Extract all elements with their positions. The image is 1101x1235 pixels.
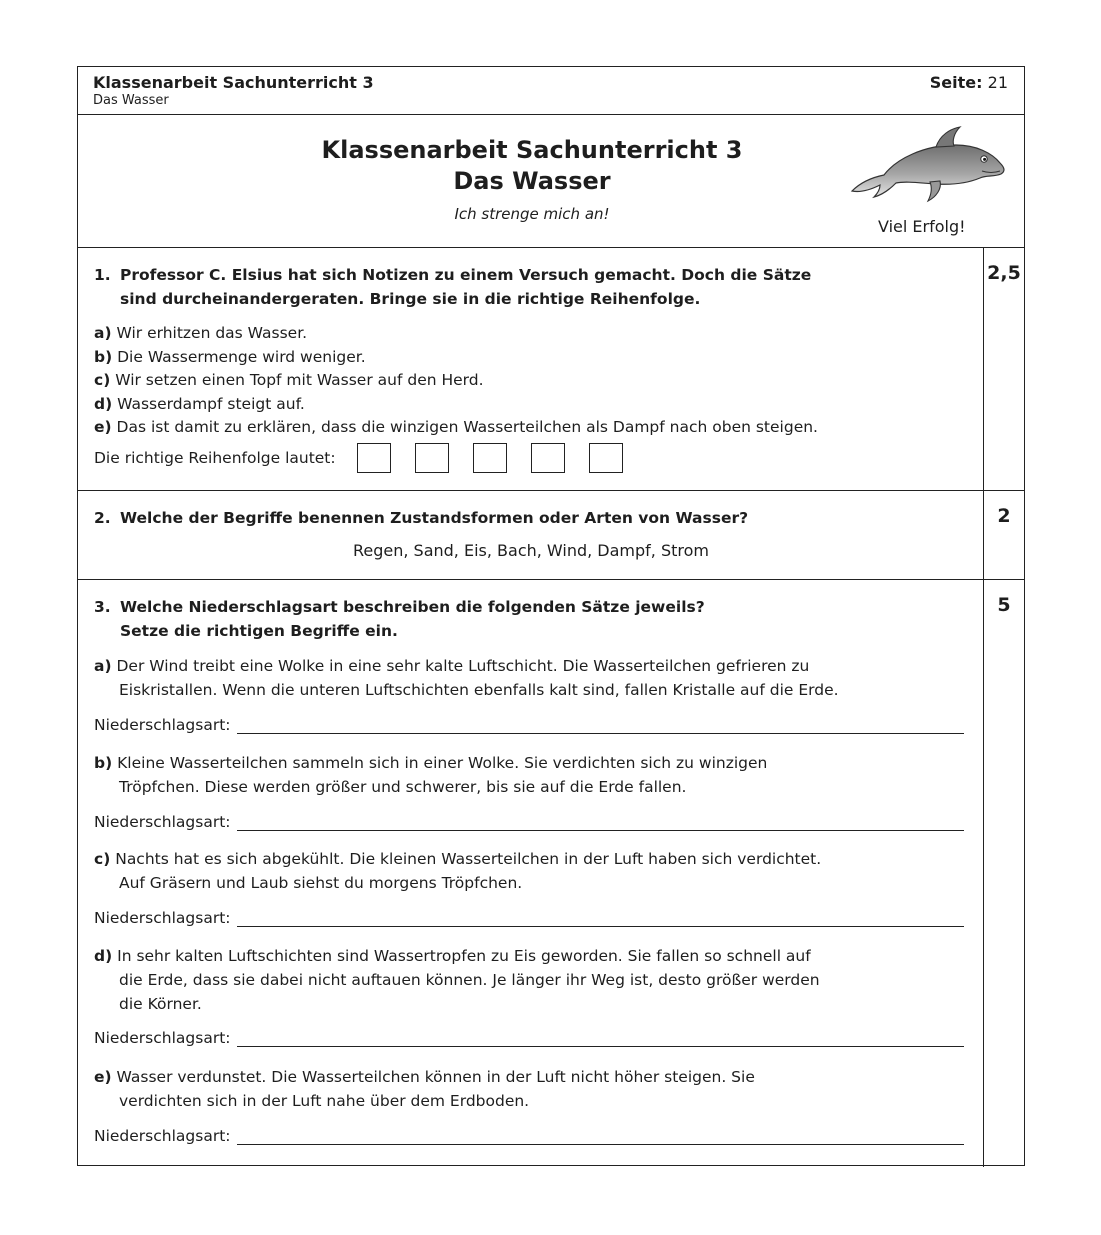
title-line-1: Klassenarbeit Sachunterricht 3 [321,136,743,164]
task-3-question [94,595,705,643]
header-title: Klassenarbeit Sachunterricht 3 [93,73,374,92]
task-3 [78,580,1024,1167]
task-3-points: 5 [997,594,1011,616]
task-2 [78,491,1024,580]
item-letter: e) [94,1068,112,1086]
order-box-5[interactable] [589,443,623,473]
title-line-2: Das Wasser [453,167,611,195]
item-letter: a) [94,657,112,675]
answer-label: Niederschlagsart: [94,909,231,927]
item-line-2: verdichten sich in der Luft nahe über dem Erdboden. [119,1092,530,1110]
list-item [94,393,305,417]
item-text: Wir setzen einen Topf mit Wasser auf den Herd. [115,371,484,389]
page-label: Seite: [929,73,983,92]
task-3-content [78,580,984,1167]
header-subtitle: Das Wasser [93,93,169,108]
task-1-question-line-2: sind durcheinandergeraten. Bringe sie in die richtige Reihenfolge. [120,290,701,308]
item-line-2: Auf Gräsern und Laub siehst du morgens Tröpfchen. [119,874,523,892]
worksheet [77,66,1025,1166]
item-letter: d) [94,394,113,413]
order-box-2[interactable] [415,443,449,473]
order-box-4[interactable] [531,443,565,473]
item-line-2: Tröpfchen. Diese werden größer und schwerer, bis sie auf die Erde fallen. [119,778,687,796]
task-2-question-text: Welche der Begriffe benennen Zustandsformen oder Arten von Wasser? [120,509,749,527]
answer-label: Niederschlagsart: [94,813,231,831]
task-2-points: 2 [997,505,1011,527]
item-text: Wir erhitzen das Wasser. [116,324,308,342]
item-text: Die Wassermenge wird weniger. [117,347,366,366]
task-2-number: 2. [94,509,111,527]
task-1-number: 1. [94,266,111,284]
task-3-question-line-1: Welche Niederschlagsart beschreiben die folgenden Sätze jeweils? [120,598,705,616]
title-block [78,115,1024,248]
header-bar [78,67,1024,115]
item-letter: c) [94,850,111,868]
order-answer-row [94,443,647,473]
item-letter: d) [94,947,113,965]
item-line-1: Der Wind treibt eine Wolke in eine sehr kalte Luftschicht. Die Wasserteilchen gefrieren zu [116,657,810,675]
list-item [94,322,307,346]
task-3-number: 3. [94,598,111,616]
item-letter: b) [94,754,113,772]
order-box-3[interactable] [473,443,507,473]
page-indicator [930,73,1008,92]
item-letter: a) [94,324,112,342]
answer-line-d[interactable] [237,1028,965,1047]
list-item [94,416,818,440]
order-label: Die richtige Reihenfolge lautet: [94,449,336,467]
task-3-item-e [94,1065,974,1113]
task-2-content [78,491,984,579]
item-line-1: Kleine Wasserteilchen sammeln sich in einer Wolke. Sie verdichten sich zu winzigen [117,754,768,772]
task-3-item-a [94,654,974,702]
answer-row-b [94,812,964,831]
answer-line-c[interactable] [237,908,965,927]
task-1 [78,248,1024,491]
task-2-terms: Regen, Sand, Eis, Bach, Wind, Dampf, Strom [352,541,710,560]
list-item [94,346,366,370]
motto: Ich strenge mich an! [454,205,610,223]
order-box-1[interactable] [357,443,391,473]
item-line-2: Eiskristallen. Wenn die unteren Luftschichten ebenfalls kalt sind, fallen Kristalle auf die Erde. [119,681,839,699]
item-line-1: Wasser verdunstet. Die Wasserteilchen können in der Luft nicht höher steigen. Sie [116,1068,755,1086]
task-1-content [78,248,984,490]
task-3-item-b [94,751,974,799]
task-3-question-line-2: Setze die richtigen Begriffe ein. [120,622,398,640]
answer-label: Niederschlagsart: [94,1127,231,1145]
task-1-question-line-1: Professor C. Elsius hat sich Notizen zu einem Versuch gemacht. Doch die Sätze [120,266,812,284]
item-line-2: die Erde, dass sie dabei nicht auftauen können. Je länger ihr Weg ist, desto größer werden [119,971,820,989]
answer-row-c [94,908,964,927]
answer-row-a [94,715,964,734]
task-3-item-d [94,944,974,1016]
task-1-points: 2,5 [987,262,1021,284]
item-text: Wasserdampf steigt auf. [117,394,305,413]
item-letter: b) [94,347,113,366]
good-luck-text: Viel Erfolg! [878,217,966,236]
list-item [94,369,484,393]
item-letter: e) [94,418,112,436]
answer-line-b[interactable] [237,812,965,831]
page-number: 21 [987,73,1008,92]
dolphin-icon [844,123,1009,205]
task-1-question [94,263,811,311]
answer-row-d [94,1028,964,1047]
answer-line-a[interactable] [237,715,965,734]
task-3-item-c [94,847,974,895]
item-line-1: In sehr kalten Luftschichten sind Wassertropfen zu Eis geworden. Sie fallen so schnell auf [117,947,811,965]
item-text: Das ist damit zu erklären, dass die winzigen Wasserteilchen als Dampf nach oben steigen. [116,418,818,436]
item-line-1: Nachts hat es sich abgekühlt. Die kleinen Wasserteilchen in der Luft haben sich verdichtet. [115,850,822,868]
task-2-question [94,506,748,530]
item-letter: c) [94,371,111,389]
answer-label: Niederschlagsart: [94,716,231,734]
answer-label: Niederschlagsart: [94,1029,231,1047]
answer-line-e[interactable] [237,1126,965,1145]
item-line-3: die Körner. [119,995,202,1013]
answer-row-e [94,1126,964,1145]
